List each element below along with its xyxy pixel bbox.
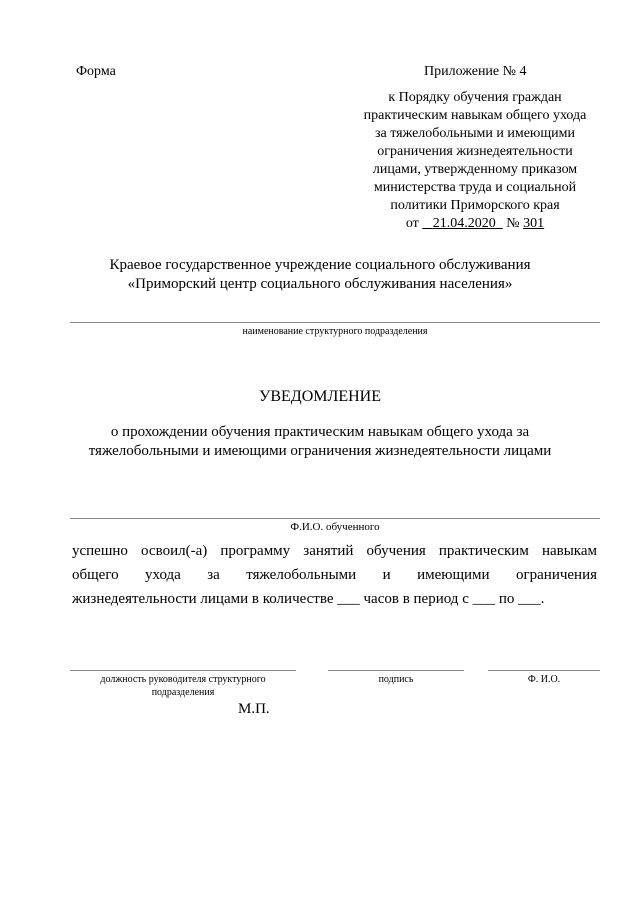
trainee-caption: Ф.И.О. обученного xyxy=(290,521,380,533)
position-blank-line xyxy=(70,670,296,671)
appendix-line: к Порядку обучения граждан xyxy=(388,90,562,105)
name-blank-line xyxy=(488,670,600,671)
appendix-title: Приложение № 4 xyxy=(424,64,527,79)
form-label: Форма xyxy=(76,64,116,79)
appendix-line: за тяжелобольными и имеющими xyxy=(374,126,575,141)
order-date: 21.04.2020 xyxy=(432,216,496,231)
appendix-line: лицами, утвержденному приказом xyxy=(372,162,578,177)
notice-title: УВЕДОМЛЕНИЕ xyxy=(259,388,381,405)
appendix-line: министерства труда и социальной xyxy=(373,180,577,195)
notice-subtitle-line-2: тяжелобольными и имеющими ограничения жизнедеятельности лицами xyxy=(88,443,552,459)
appendix-line: практическим навыкам общего ухода xyxy=(363,108,587,123)
order-number-prefix: № xyxy=(506,216,520,231)
signature-caption: подпись xyxy=(378,674,414,685)
appendix-text xyxy=(330,89,620,233)
trainee-blank-line xyxy=(70,518,600,519)
subdivision-blank-line xyxy=(70,322,600,323)
body-line-2: общего ухода за тяжелобольными и имеющими ограничения xyxy=(72,567,597,583)
notice-subtitle-line-1: о прохождении обучения практическим навыкам общего ухода за xyxy=(110,424,530,440)
position-caption: должность руководителя структурного подразделения xyxy=(100,674,266,698)
stamp-placeholder: М.П. xyxy=(238,701,270,717)
order-prefix: от xyxy=(405,216,419,231)
subdivision-caption: наименование структурного подразделения xyxy=(242,326,428,337)
organization-line-2: «Приморский центр социального обслуживания населения» xyxy=(127,276,513,292)
signature-blank-line xyxy=(328,670,464,671)
order-reference xyxy=(330,215,620,233)
appendix-line: политики Приморского края xyxy=(390,198,560,213)
organization-line-1: Краевое государственное учреждение социального обслуживания xyxy=(109,257,531,273)
body-line-3: жизнедеятельности лицами в количестве ___ часов в период с ___ по ___. xyxy=(72,591,545,607)
name-caption: Ф. И.О. xyxy=(527,674,561,685)
order-number: 301 xyxy=(523,216,545,231)
appendix-line: ограничения жизнедеятельности xyxy=(377,144,573,159)
body-line-1: успешно освоил(-а) программу занятий обучения практическим навыкам xyxy=(72,543,597,559)
